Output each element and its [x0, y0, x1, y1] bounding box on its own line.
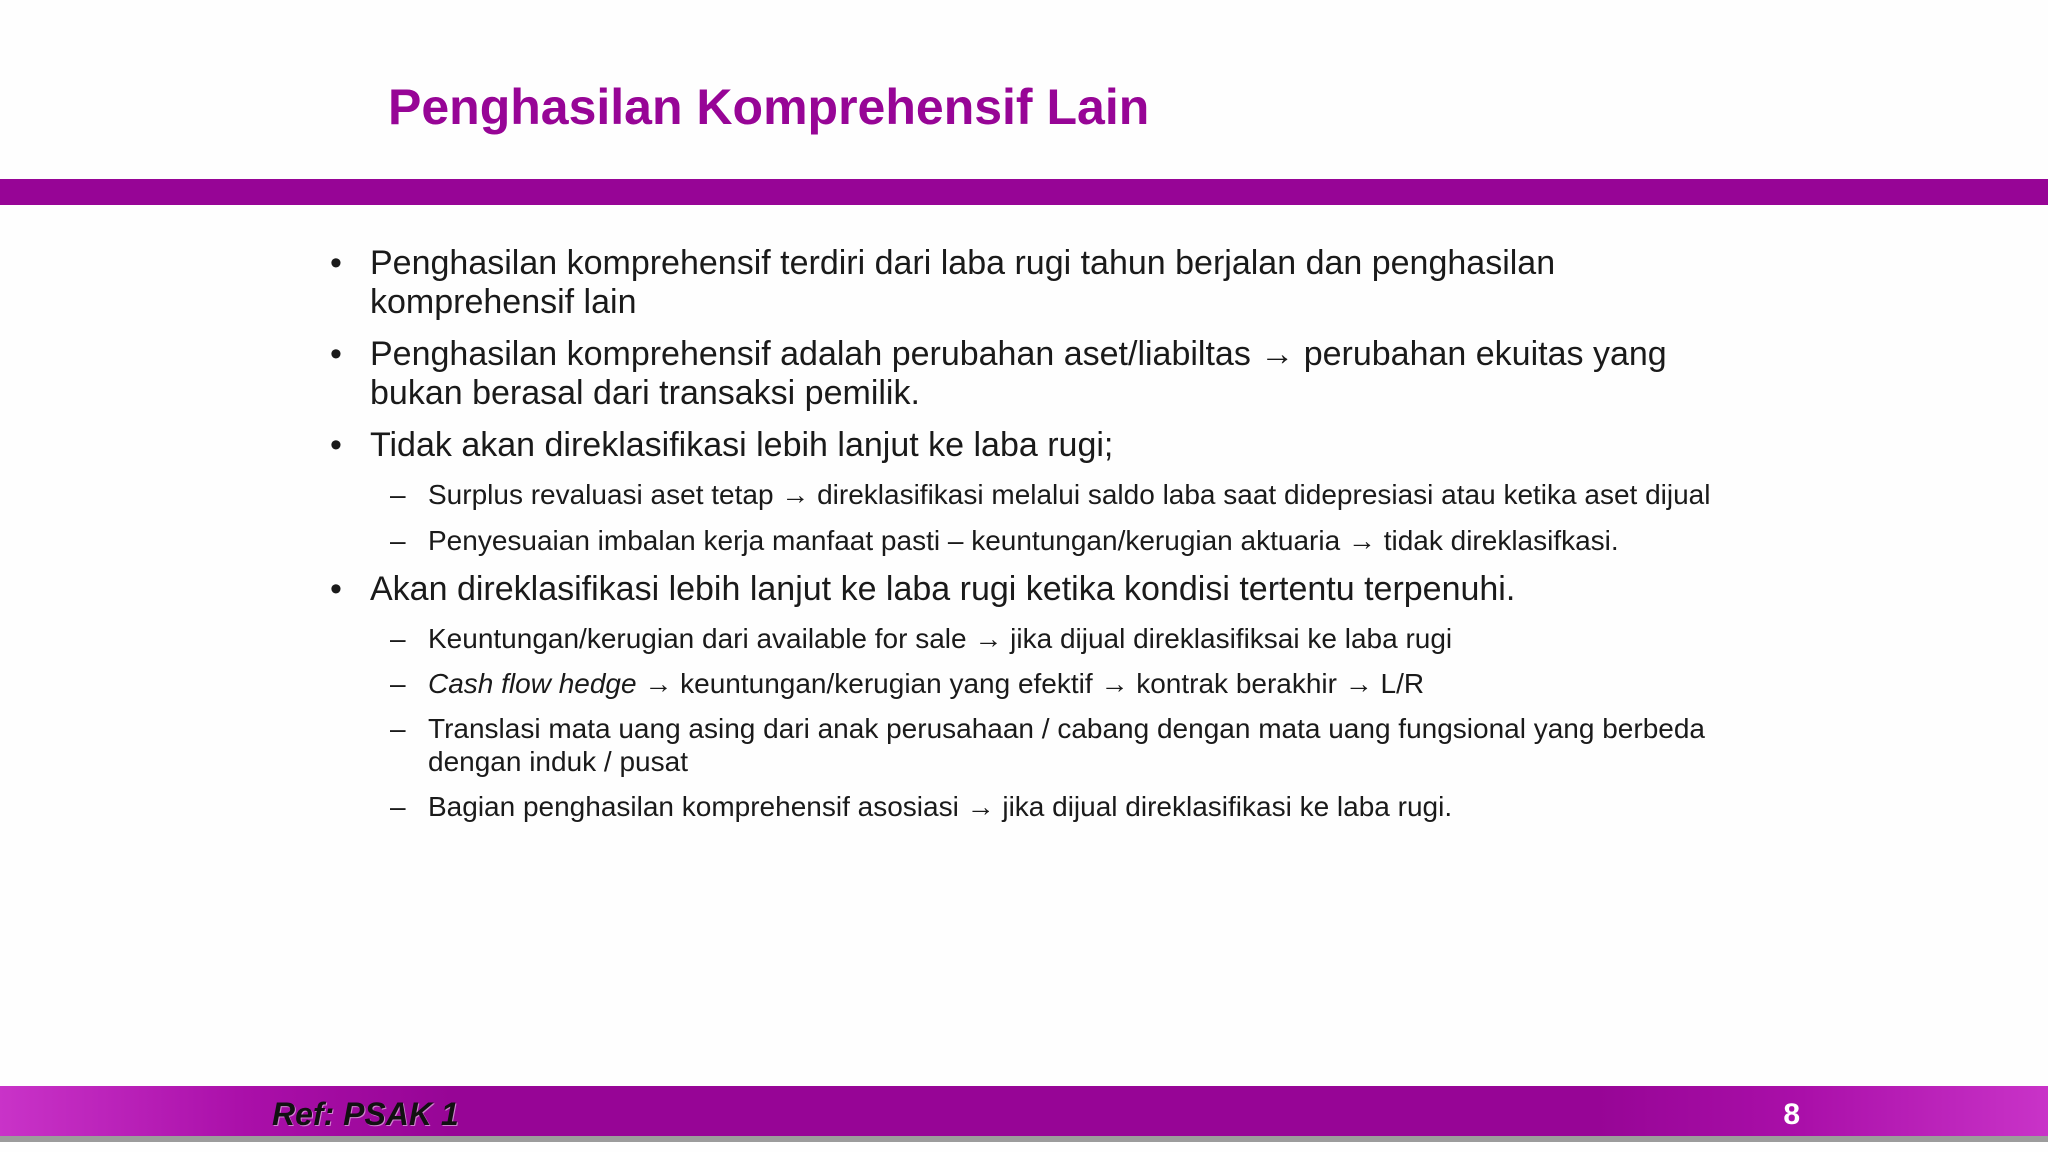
- slide-title: Penghasilan Komprehensif Lain: [388, 79, 1150, 135]
- bullet-dot-icon: •: [330, 426, 342, 464]
- sub-list: [330, 622, 1730, 823]
- sub-item: [330, 478, 1730, 511]
- dash-icon: –: [390, 525, 406, 556]
- sub-list: [330, 478, 1730, 557]
- bullet-item: [330, 426, 1730, 465]
- sub-item: [330, 712, 1730, 778]
- sub-item-text: Surplus revaluasi aset tetap → direklasifikasi melalui saldo laba saat didepresiasi atau ketika aset dijual: [428, 479, 1711, 510]
- dash-icon: –: [390, 668, 406, 699]
- sub-item: [330, 790, 1730, 823]
- bullet-dot-icon: •: [330, 244, 342, 282]
- dash-icon: –: [390, 791, 406, 822]
- sub-item: [330, 622, 1730, 655]
- dash-icon: –: [390, 713, 406, 744]
- bullet-text: Penghasilan komprehensif adalah perubahan aset/liabiltas → perubahan ekuitas yang bukan berasal dari transaksi pemilik.: [370, 335, 1667, 412]
- sub-item-text: → keuntungan/kerugian yang efektif → kontrak berakhir → L/R: [636, 668, 1425, 699]
- dash-icon: –: [390, 623, 406, 654]
- bullet-item: [330, 244, 1730, 322]
- sub-item: [330, 667, 1730, 700]
- sub-item-text: Translasi mata uang asing dari anak perusahaan / cabang dengan mata uang fungsional yang berbeda dengan induk / pusat: [428, 713, 1705, 777]
- slide-content: [330, 244, 1730, 835]
- footer-shadow: [0, 1136, 2048, 1142]
- bullet-text: Penghasilan komprehensif terdiri dari laba rugi tahun berjalan dan penghasilan komprehensif lain: [370, 244, 1556, 321]
- sub-item-text: Keuntungan/kerugian dari available for sale → jika dijual direklasifiksai ke laba rugi: [428, 623, 1453, 654]
- bullet-text: Tidak akan direklasifikasi lebih lanjut ke laba rugi;: [370, 426, 1114, 464]
- sub-item-text: Penyesuaian imbalan kerja manfaat pasti – keuntungan/kerugian aktuaria → tidak direklasifkasi.: [428, 525, 1619, 556]
- bullet-item: [330, 570, 1730, 609]
- bullet-text: Akan direklasifikasi lebih lanjut ke laba rugi ketika kondisi tertentu terpenuhi.: [370, 570, 1516, 608]
- sub-item: [330, 524, 1730, 557]
- dash-icon: –: [390, 479, 406, 510]
- sub-item-text-italic: Cash flow hedge: [428, 668, 637, 699]
- title-divider-bar: [0, 179, 2048, 205]
- bullet-dot-icon: •: [330, 335, 342, 373]
- footer-reference: Ref: PSAK 1: [272, 1096, 459, 1132]
- bullet-dot-icon: •: [330, 570, 342, 608]
- page-number: 8: [1783, 1098, 1800, 1131]
- bullet-item: [330, 335, 1730, 413]
- sub-item-text: Bagian penghasilan komprehensif asosiasi → jika dijual direklasifikasi ke laba rugi.: [428, 791, 1453, 822]
